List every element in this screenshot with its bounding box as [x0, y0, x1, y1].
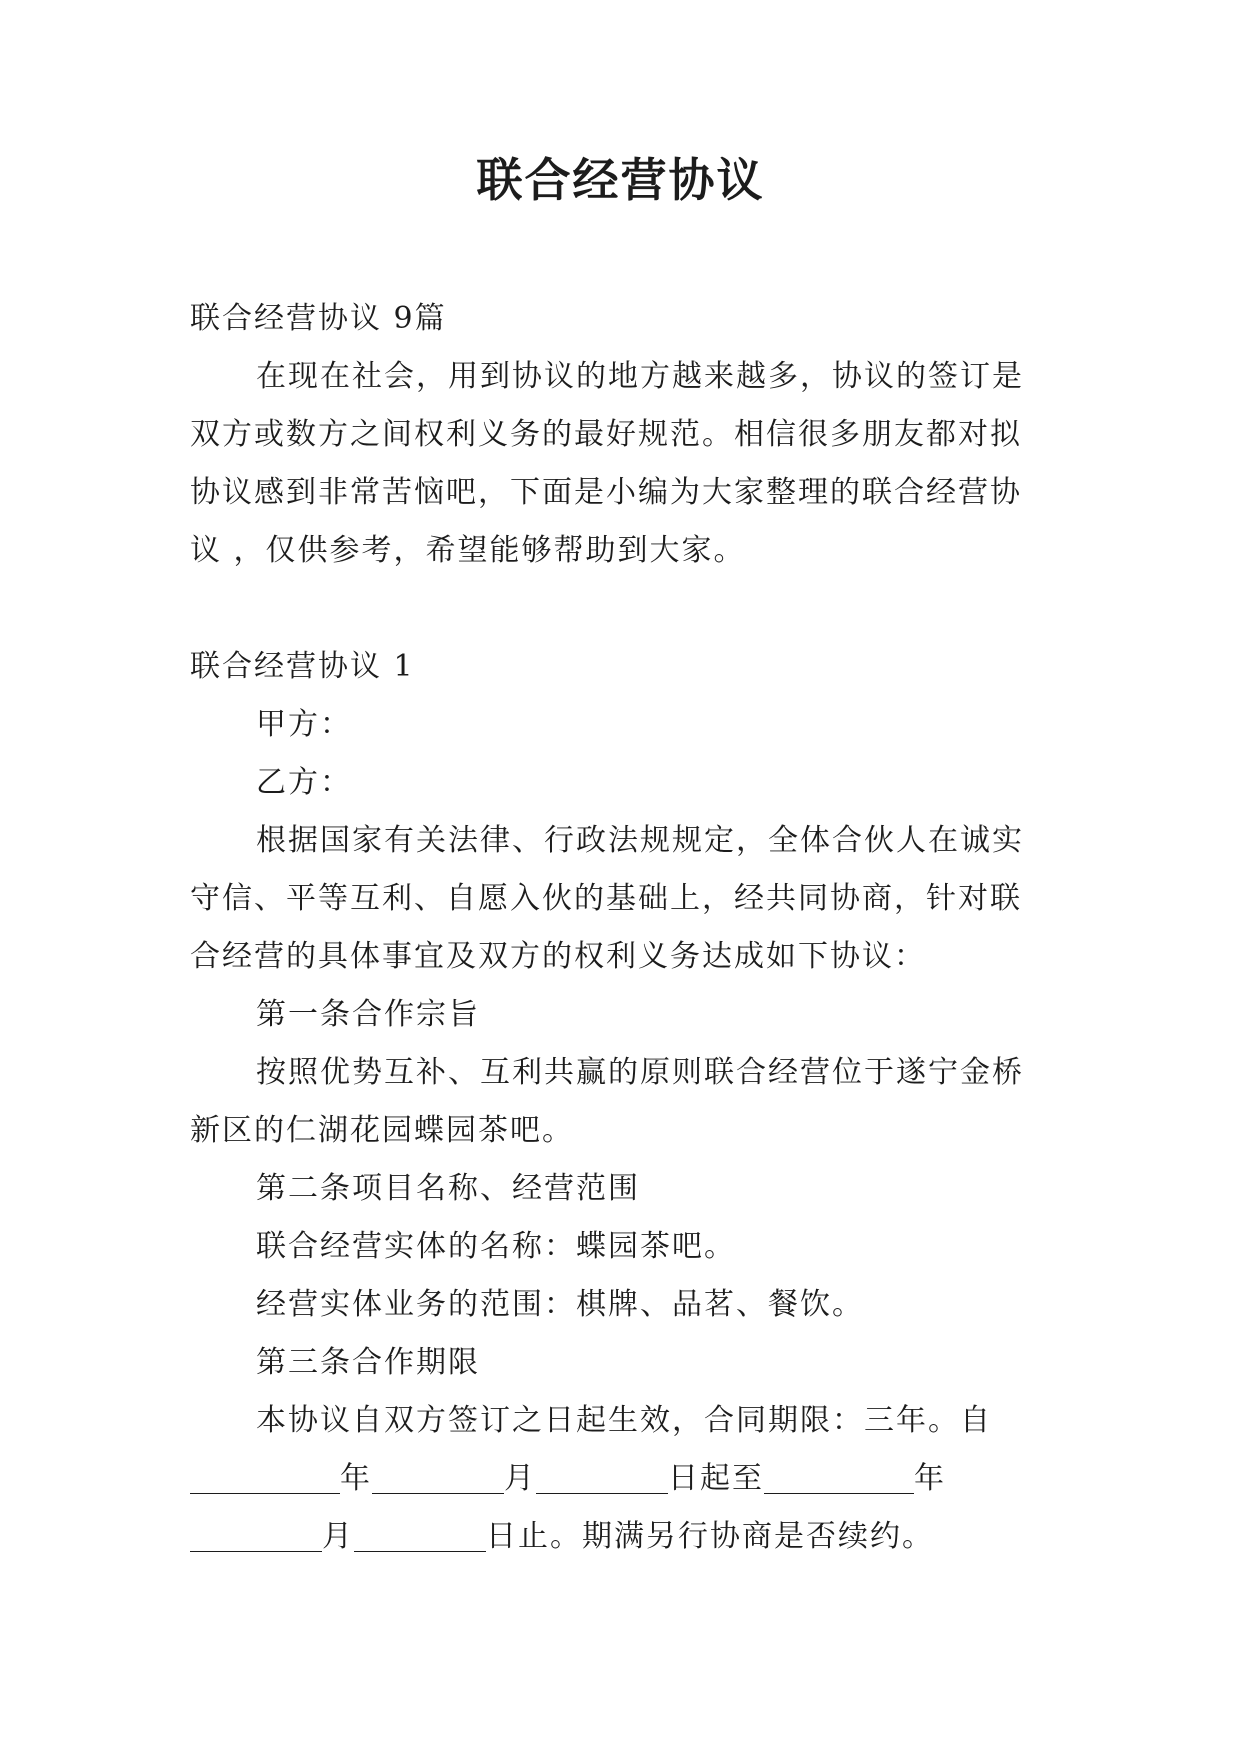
party-a-line: 甲方：: [256, 707, 352, 742]
blank-end-month: [190, 1521, 322, 1552]
basis-paragraph: 根据国家有关法律、行政法规规定，全体合伙人在诚实守信、平等互利、自愿入伙的基础上，经共同协商，针对联合经营的具体事宜及双方的权利义务达成如下协议：: [190, 823, 1024, 974]
article-2-name: 联合经营实体的名称：蝶园茶吧。: [256, 1229, 736, 1264]
term-end-label: 日止。期满另行协商是否续约。: [486, 1519, 934, 1554]
term-month-label: 月: [504, 1461, 536, 1496]
article-3-body-start: 本协议自双方签订之日起生效，合同期限：三年。自: [256, 1403, 992, 1438]
term-year-label: 年: [340, 1461, 372, 1496]
party-b-line: 乙方：: [256, 765, 352, 800]
article-2-title: 第二条项目名称、经营范围: [256, 1171, 640, 1206]
document-subtitle: 联合经营协议 9篇: [190, 301, 447, 336]
article-1-title: 第一条合作宗旨: [256, 997, 480, 1032]
blank-end-day: [354, 1521, 486, 1552]
article-2-scope: 经营实体业务的范围：棋牌、品茗、餐饮。: [256, 1287, 864, 1322]
blank-start-year: [190, 1463, 340, 1494]
document-title: 联合经营协议: [476, 153, 765, 207]
intro-paragraph: 在现在社会，用到协议的地方越来越多，协议的签订是双方或数方之间权利义务的最好规范。相信很多朋友都对拟协议感到非常苦恼吧，下面是小编为大家整理的联合经营协议 ，仅供参考，希望能够帮助到大家。: [190, 359, 1024, 568]
article-3-title: 第三条合作期限: [256, 1345, 480, 1380]
paragraph-spacer: [190, 580, 1052, 638]
blank-start-month: [372, 1463, 504, 1494]
blank-start-day: [536, 1463, 668, 1494]
article-3-body: [190, 1392, 1052, 1566]
term-year2-label: 年: [914, 1461, 946, 1496]
article-1-body: 按照优势互补、互利共赢的原则联合经营位于遂宁金桥新区的仁湖花园蝶园茶吧。: [190, 1055, 1024, 1148]
term-day-from-label: 日起至: [668, 1461, 764, 1496]
blank-end-year: [764, 1463, 914, 1494]
term-month2-label: 月: [322, 1519, 354, 1554]
section-heading: 联合经营协议 1: [190, 649, 415, 684]
document-body: [190, 290, 1052, 1566]
